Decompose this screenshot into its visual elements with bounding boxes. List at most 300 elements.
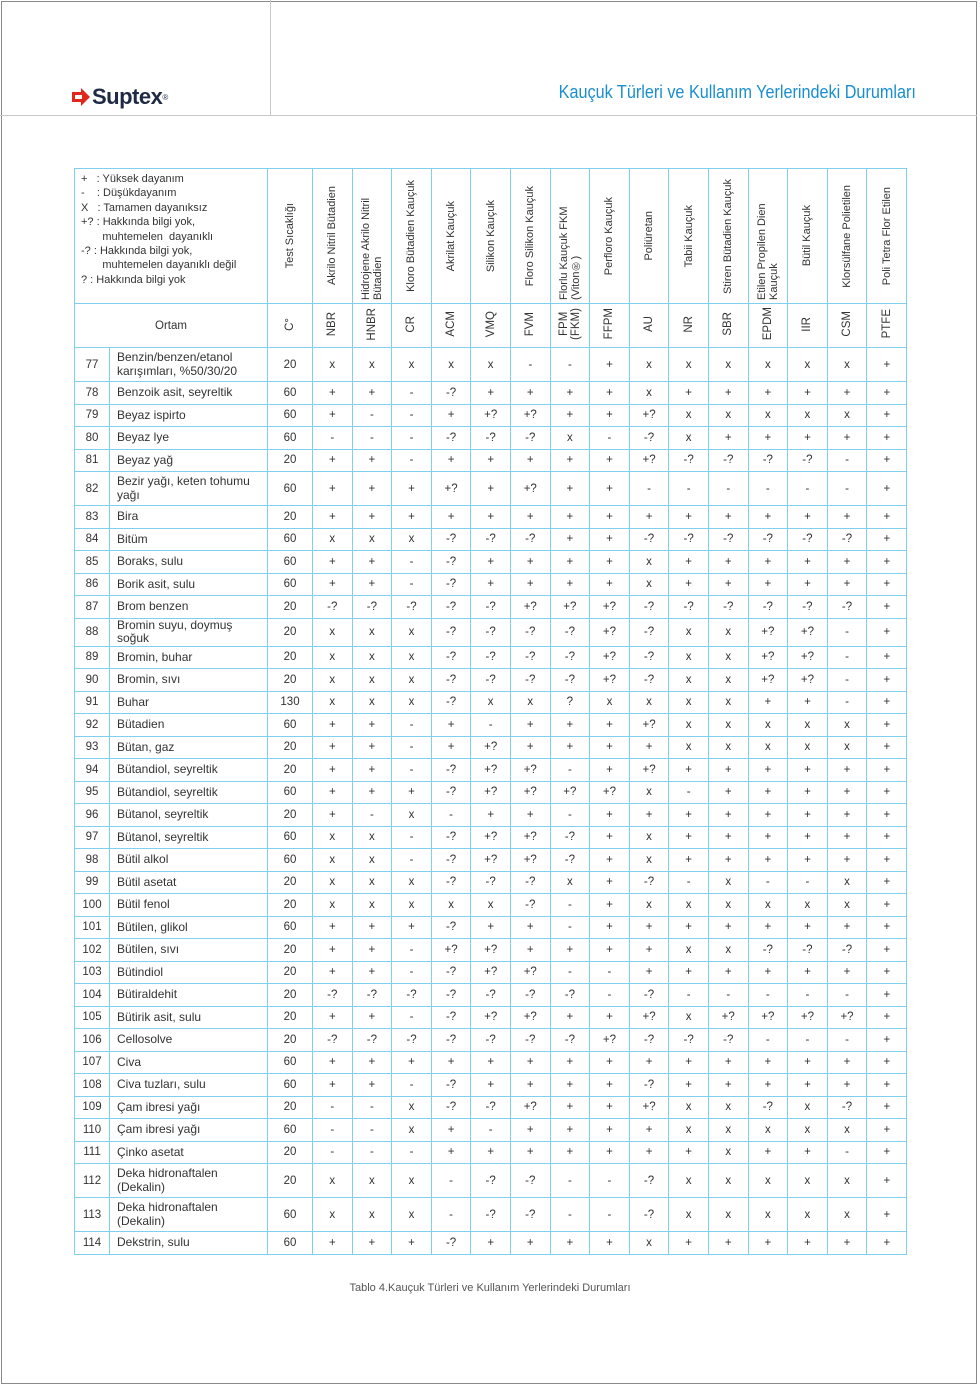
resistance-value: + bbox=[590, 916, 630, 939]
medium-name: Beyaz yağ bbox=[110, 449, 268, 472]
resistance-value: + bbox=[471, 449, 511, 472]
medium-name: Dekstrin, sulu bbox=[110, 1232, 268, 1255]
resistance-value: + bbox=[590, 871, 630, 894]
row-number: 106 bbox=[75, 1029, 110, 1052]
resistance-value: + bbox=[431, 1051, 471, 1074]
resistance-value: + bbox=[827, 551, 867, 574]
resistance-value: x bbox=[827, 1198, 867, 1232]
legend-line: + : Yüksek dayanım bbox=[81, 173, 184, 185]
resistance-value: + bbox=[748, 1074, 788, 1097]
resistance-value: x bbox=[352, 871, 392, 894]
resistance-value: x bbox=[748, 1198, 788, 1232]
row-number: 108 bbox=[75, 1074, 110, 1097]
medium-name: Bütilen, sıvı bbox=[110, 939, 268, 962]
resistance-value: + bbox=[827, 804, 867, 827]
medium-name: Bütadien bbox=[110, 714, 268, 737]
resistance-value: + bbox=[629, 916, 669, 939]
resistance-value: x bbox=[392, 669, 432, 692]
medium-name: Beyaz lye bbox=[110, 427, 268, 450]
resistance-value: -? bbox=[550, 984, 590, 1007]
resistance-value: +? bbox=[471, 781, 511, 804]
resistance-value: x bbox=[669, 669, 709, 692]
resistance-value: + bbox=[352, 781, 392, 804]
resistance-value: -? bbox=[629, 427, 669, 450]
resistance-value: - bbox=[708, 472, 748, 506]
medium-name: Bitüm bbox=[110, 528, 268, 551]
resistance-value: + bbox=[788, 1141, 828, 1164]
resistance-value: - bbox=[392, 849, 432, 872]
row-number: 109 bbox=[75, 1096, 110, 1119]
material-code-cell bbox=[708, 304, 748, 348]
resistance-value: -? bbox=[352, 984, 392, 1007]
resistance-value: x bbox=[708, 939, 748, 962]
resistance-value: -? bbox=[510, 427, 550, 450]
resistance-value: x bbox=[392, 1096, 432, 1119]
resistance-value: x bbox=[431, 894, 471, 917]
resistance-value: - bbox=[313, 1096, 353, 1119]
resistance-value: -? bbox=[827, 528, 867, 551]
material-name-cell bbox=[352, 169, 392, 304]
table-row bbox=[75, 961, 907, 984]
resistance-value: x bbox=[313, 646, 353, 669]
resistance-value: + bbox=[313, 573, 353, 596]
test-temperature: 60 bbox=[268, 1119, 313, 1142]
row-number: 95 bbox=[75, 781, 110, 804]
resistance-value: + bbox=[510, 714, 550, 737]
resistance-value: +? bbox=[788, 669, 828, 692]
resistance-value: x bbox=[352, 1164, 392, 1198]
test-temperature: 20 bbox=[268, 894, 313, 917]
material-code-cell bbox=[827, 304, 867, 348]
resistance-value: x bbox=[550, 871, 590, 894]
material-name: Etilen Propilen Dien Kauçuk bbox=[755, 203, 780, 300]
resistance-value: x bbox=[748, 736, 788, 759]
test-temperature: 20 bbox=[268, 1006, 313, 1029]
resistance-value: - bbox=[669, 984, 709, 1007]
resistance-value: + bbox=[590, 382, 630, 405]
table-row bbox=[75, 1006, 907, 1029]
resistance-value: +? bbox=[471, 759, 511, 782]
resistance-value: + bbox=[788, 781, 828, 804]
material-name-cell bbox=[471, 169, 511, 304]
material-name-cell bbox=[510, 169, 550, 304]
resistance-value: x bbox=[748, 714, 788, 737]
resistance-value: + bbox=[788, 1051, 828, 1074]
resistance-value: -? bbox=[788, 939, 828, 962]
material-code-cell bbox=[471, 304, 511, 348]
resistance-value: +? bbox=[590, 1029, 630, 1052]
material-name-cell bbox=[313, 169, 353, 304]
resistance-value: + bbox=[867, 618, 907, 646]
material-code: VMQ bbox=[484, 310, 497, 338]
resistance-value: + bbox=[352, 939, 392, 962]
material-code-cell bbox=[788, 304, 828, 348]
resistance-value: x bbox=[431, 348, 471, 382]
resistance-value: + bbox=[313, 804, 353, 827]
row-number: 96 bbox=[75, 804, 110, 827]
material-code: CR bbox=[405, 315, 418, 333]
resistance-value: +? bbox=[629, 1096, 669, 1119]
resistance-value: + bbox=[748, 849, 788, 872]
resistance-value: -? bbox=[669, 596, 709, 619]
test-temperature: 60 bbox=[268, 573, 313, 596]
resistance-value: -? bbox=[431, 528, 471, 551]
resistance-value: - bbox=[550, 804, 590, 827]
resistance-value: +? bbox=[510, 1006, 550, 1029]
resistance-value: -? bbox=[510, 871, 550, 894]
resistance-value: -? bbox=[550, 618, 590, 646]
resistance-value: - bbox=[352, 1119, 392, 1142]
resistance-value: + bbox=[708, 826, 748, 849]
resistance-value: -? bbox=[431, 781, 471, 804]
temp-unit-cell bbox=[268, 304, 313, 348]
resistance-value: + bbox=[669, 551, 709, 574]
resistance-value: + bbox=[827, 849, 867, 872]
resistance-value: + bbox=[590, 506, 630, 529]
resistance-value: x bbox=[669, 691, 709, 714]
material-name-cell bbox=[867, 169, 907, 304]
resistance-value: + bbox=[748, 427, 788, 450]
test-temperature: 60 bbox=[268, 1198, 313, 1232]
resistance-value: -? bbox=[510, 646, 550, 669]
material-code-cell bbox=[510, 304, 550, 348]
resistance-value: x bbox=[827, 1164, 867, 1198]
test-temperature: 60 bbox=[268, 916, 313, 939]
table-row bbox=[75, 382, 907, 405]
resistance-value: + bbox=[590, 551, 630, 574]
medium-name: Bütandiol, seyreltik bbox=[110, 781, 268, 804]
resistance-value: + bbox=[788, 826, 828, 849]
resistance-value: +? bbox=[510, 596, 550, 619]
resistance-value: + bbox=[748, 1051, 788, 1074]
material-code-cell bbox=[550, 304, 590, 348]
resistance-value: - bbox=[827, 1029, 867, 1052]
table-row bbox=[75, 618, 907, 646]
material-name-cell bbox=[788, 169, 828, 304]
material-code-cell bbox=[313, 304, 353, 348]
medium-name: Deka hidronaftalen (Dekalin) bbox=[110, 1198, 268, 1232]
resistance-value: + bbox=[748, 551, 788, 574]
resistance-value: x bbox=[708, 1164, 748, 1198]
resistance-value: + bbox=[590, 404, 630, 427]
material-name-row bbox=[75, 169, 907, 304]
material-name: Floro Silikon Kauçuk bbox=[524, 185, 537, 287]
resistance-value: + bbox=[550, 506, 590, 529]
resistance-value: + bbox=[867, 804, 907, 827]
resistance-value: -? bbox=[629, 528, 669, 551]
resistance-value: +? bbox=[629, 449, 669, 472]
resistance-value: + bbox=[590, 736, 630, 759]
material-code: FPM (FKM) bbox=[557, 308, 582, 340]
test-temperature: 20 bbox=[268, 1164, 313, 1198]
resistance-value: -? bbox=[431, 573, 471, 596]
test-temperature: 60 bbox=[268, 472, 313, 506]
resistance-value: + bbox=[313, 736, 353, 759]
resistance-value: + bbox=[431, 714, 471, 737]
resistance-value: -? bbox=[550, 826, 590, 849]
material-name: Bütil Kauçuk bbox=[801, 205, 814, 267]
resistance-value: x bbox=[352, 669, 392, 692]
material-code: NBR bbox=[326, 311, 339, 337]
table-row bbox=[75, 449, 907, 472]
resistance-value: + bbox=[629, 1051, 669, 1074]
resistance-value: -? bbox=[708, 528, 748, 551]
resistance-value: + bbox=[867, 781, 907, 804]
resistance-value: -? bbox=[471, 646, 511, 669]
resistance-value: + bbox=[510, 939, 550, 962]
resistance-value: + bbox=[827, 826, 867, 849]
material-code: NR bbox=[682, 315, 695, 333]
resistance-value: + bbox=[313, 961, 353, 984]
row-number: 86 bbox=[75, 573, 110, 596]
resistance-value: -? bbox=[431, 871, 471, 894]
table-row bbox=[75, 1164, 907, 1198]
resistance-value: - bbox=[392, 427, 432, 450]
resistance-value: x bbox=[708, 871, 748, 894]
resistance-value: - bbox=[392, 714, 432, 737]
resistance-value: - bbox=[708, 984, 748, 1007]
resistance-value: + bbox=[867, 1051, 907, 1074]
resistance-value: x bbox=[827, 871, 867, 894]
resistance-value: + bbox=[788, 382, 828, 405]
resistance-value: x bbox=[313, 669, 353, 692]
legend-line: +? : Hakkında bilgi yok, bbox=[81, 216, 196, 229]
resistance-value: - bbox=[431, 1198, 471, 1232]
resistance-value: x bbox=[708, 691, 748, 714]
medium-name: Bütanol, seyreltik bbox=[110, 804, 268, 827]
resistance-value: +? bbox=[471, 404, 511, 427]
resistance-value: -? bbox=[629, 618, 669, 646]
resistance-value: x bbox=[392, 871, 432, 894]
resistance-value: -? bbox=[471, 1029, 511, 1052]
resistance-value: -? bbox=[510, 669, 550, 692]
medium-name: Bütan, gaz bbox=[110, 736, 268, 759]
resistance-value: ? bbox=[550, 691, 590, 714]
resistance-value: x bbox=[669, 427, 709, 450]
resistance-value: x bbox=[352, 894, 392, 917]
resistance-value: +? bbox=[788, 618, 828, 646]
resistance-value: -? bbox=[669, 528, 709, 551]
resistance-value: - bbox=[550, 759, 590, 782]
medium-name: Benzin/benzen/etanol karışımları, %50/30/20 bbox=[110, 348, 268, 382]
resistance-value: + bbox=[867, 1096, 907, 1119]
resistance-value: -? bbox=[629, 984, 669, 1007]
resistance-value: + bbox=[313, 939, 353, 962]
resistance-value: + bbox=[431, 736, 471, 759]
resistance-value: + bbox=[827, 1051, 867, 1074]
resistance-value: x bbox=[708, 348, 748, 382]
resistance-value: + bbox=[669, 1074, 709, 1097]
resistance-value: -? bbox=[827, 596, 867, 619]
resistance-value: x bbox=[629, 382, 669, 405]
resistance-value: - bbox=[392, 759, 432, 782]
resistance-value: + bbox=[590, 849, 630, 872]
resistance-value: + bbox=[788, 849, 828, 872]
resistance-value: +? bbox=[629, 404, 669, 427]
resistance-value: x bbox=[590, 691, 630, 714]
resistance-value: + bbox=[471, 472, 511, 506]
resistance-value: +? bbox=[550, 781, 590, 804]
resistance-value: +? bbox=[510, 849, 550, 872]
resistance-value: -? bbox=[669, 1029, 709, 1052]
material-name-cell bbox=[629, 169, 669, 304]
resistance-value: x bbox=[550, 427, 590, 450]
resistance-value: - bbox=[392, 1006, 432, 1029]
material-name: Akrilat Kauçuk bbox=[445, 200, 458, 272]
test-temperature: 60 bbox=[268, 1074, 313, 1097]
material-code-cell bbox=[748, 304, 788, 348]
resistance-value: + bbox=[510, 804, 550, 827]
medium-name: Benzoik asit, seyreltik bbox=[110, 382, 268, 405]
resistance-value: + bbox=[708, 759, 748, 782]
resistance-value: + bbox=[550, 1096, 590, 1119]
resistance-value: x bbox=[827, 404, 867, 427]
table-row bbox=[75, 551, 907, 574]
resistance-value: + bbox=[550, 1006, 590, 1029]
resistance-value: + bbox=[827, 781, 867, 804]
medium-name: Buhar bbox=[110, 691, 268, 714]
resistance-value: + bbox=[590, 1096, 630, 1119]
resistance-value: -? bbox=[510, 1029, 550, 1052]
resistance-value: + bbox=[590, 894, 630, 917]
medium-name: Boraks, sulu bbox=[110, 551, 268, 574]
resistance-value: + bbox=[827, 382, 867, 405]
row-number: 85 bbox=[75, 551, 110, 574]
resistance-value: + bbox=[352, 961, 392, 984]
resistance-value: - bbox=[827, 669, 867, 692]
resistance-value: - bbox=[392, 826, 432, 849]
resistance-value: +? bbox=[510, 961, 550, 984]
resistance-value: + bbox=[590, 759, 630, 782]
resistance-value: x bbox=[392, 1119, 432, 1142]
medium-name: Bütil asetat bbox=[110, 871, 268, 894]
resistance-value: + bbox=[431, 449, 471, 472]
resistance-value: -? bbox=[510, 528, 550, 551]
table-row bbox=[75, 669, 907, 692]
resistance-value: + bbox=[313, 781, 353, 804]
resistance-value: -? bbox=[431, 759, 471, 782]
resistance-value: x bbox=[669, 404, 709, 427]
test-temperature: 60 bbox=[268, 551, 313, 574]
resistance-value: -? bbox=[352, 596, 392, 619]
medium-name: Çam ibresi yağı bbox=[110, 1096, 268, 1119]
resistance-value: + bbox=[867, 1232, 907, 1255]
test-temperature: 20 bbox=[268, 871, 313, 894]
table-row bbox=[75, 427, 907, 450]
resistance-value: -? bbox=[431, 1232, 471, 1255]
row-number: 94 bbox=[75, 759, 110, 782]
material-name: Stiren Bütadien Kauçuk bbox=[722, 178, 735, 294]
test-temperature: 20 bbox=[268, 646, 313, 669]
resistance-value: + bbox=[510, 736, 550, 759]
resistance-value: + bbox=[867, 1198, 907, 1232]
resistance-value: + bbox=[590, 348, 630, 382]
medium-name: Beyaz ispirto bbox=[110, 404, 268, 427]
resistance-value: - bbox=[313, 1119, 353, 1142]
resistance-value: + bbox=[867, 849, 907, 872]
resistance-value: +? bbox=[471, 849, 511, 872]
resistance-value: x bbox=[352, 1198, 392, 1232]
resistance-value: + bbox=[629, 804, 669, 827]
resistance-value: -? bbox=[313, 984, 353, 1007]
resistance-value: + bbox=[510, 1141, 550, 1164]
resistance-value: + bbox=[629, 736, 669, 759]
resistance-value: + bbox=[827, 759, 867, 782]
resistance-value: x bbox=[313, 691, 353, 714]
resistance-value: + bbox=[550, 449, 590, 472]
resistance-value: -? bbox=[629, 871, 669, 894]
resistance-value: x bbox=[669, 348, 709, 382]
resistance-value: x bbox=[313, 894, 353, 917]
resistance-value: +? bbox=[471, 736, 511, 759]
resistance-value: x bbox=[748, 404, 788, 427]
resistance-value: +? bbox=[471, 1006, 511, 1029]
resistance-value: -? bbox=[669, 449, 709, 472]
resistance-value: + bbox=[748, 804, 788, 827]
resistance-value: -? bbox=[550, 646, 590, 669]
resistance-value: + bbox=[867, 826, 907, 849]
resistance-value: -? bbox=[431, 1029, 471, 1052]
resistance-value: x bbox=[471, 894, 511, 917]
resistance-value: + bbox=[392, 506, 432, 529]
resistance-value: + bbox=[669, 916, 709, 939]
row-number: 107 bbox=[75, 1051, 110, 1074]
resistance-value: + bbox=[788, 506, 828, 529]
material-name-cell bbox=[748, 169, 788, 304]
row-number: 79 bbox=[75, 404, 110, 427]
test-temperature: 20 bbox=[268, 961, 313, 984]
resistance-value: + bbox=[867, 1141, 907, 1164]
resistance-value: + bbox=[867, 1029, 907, 1052]
material-code: ACM bbox=[445, 311, 458, 337]
resistance-value: x bbox=[708, 1096, 748, 1119]
resistance-value: + bbox=[827, 573, 867, 596]
resistance-value: x bbox=[748, 894, 788, 917]
resistance-value: + bbox=[352, 1051, 392, 1074]
test-temperature: 20 bbox=[268, 1141, 313, 1164]
resistance-value: -? bbox=[471, 984, 511, 1007]
resistance-value: -? bbox=[510, 1164, 550, 1198]
medium-name: Çam ibresi yağı bbox=[110, 1119, 268, 1142]
resistance-value: + bbox=[510, 1119, 550, 1142]
resistance-value: x bbox=[392, 528, 432, 551]
resistance-value: + bbox=[590, 804, 630, 827]
medium-name: Civa bbox=[110, 1051, 268, 1074]
resistance-value: + bbox=[629, 939, 669, 962]
resistance-value: + bbox=[827, 961, 867, 984]
resistance-value: + bbox=[867, 1074, 907, 1097]
resistance-value: +? bbox=[788, 646, 828, 669]
table-row bbox=[75, 714, 907, 737]
resistance-value: + bbox=[510, 506, 550, 529]
resistance-value: + bbox=[669, 573, 709, 596]
resistance-value: - bbox=[352, 404, 392, 427]
resistance-value: +? bbox=[629, 1006, 669, 1029]
resistance-value: + bbox=[590, 1119, 630, 1142]
material-code-cell bbox=[867, 304, 907, 348]
resistance-value: -? bbox=[392, 596, 432, 619]
resistance-value: -? bbox=[629, 1074, 669, 1097]
resistance-value: + bbox=[827, 427, 867, 450]
legend-line: muhtemelen dayanıklı bbox=[81, 230, 214, 243]
row-number: 77 bbox=[75, 348, 110, 382]
resistance-value: - bbox=[392, 551, 432, 574]
resistance-value: + bbox=[788, 573, 828, 596]
resistance-value: + bbox=[313, 551, 353, 574]
resistance-value: + bbox=[392, 781, 432, 804]
resistance-value: + bbox=[590, 1232, 630, 1255]
material-code: SBR bbox=[722, 312, 735, 336]
